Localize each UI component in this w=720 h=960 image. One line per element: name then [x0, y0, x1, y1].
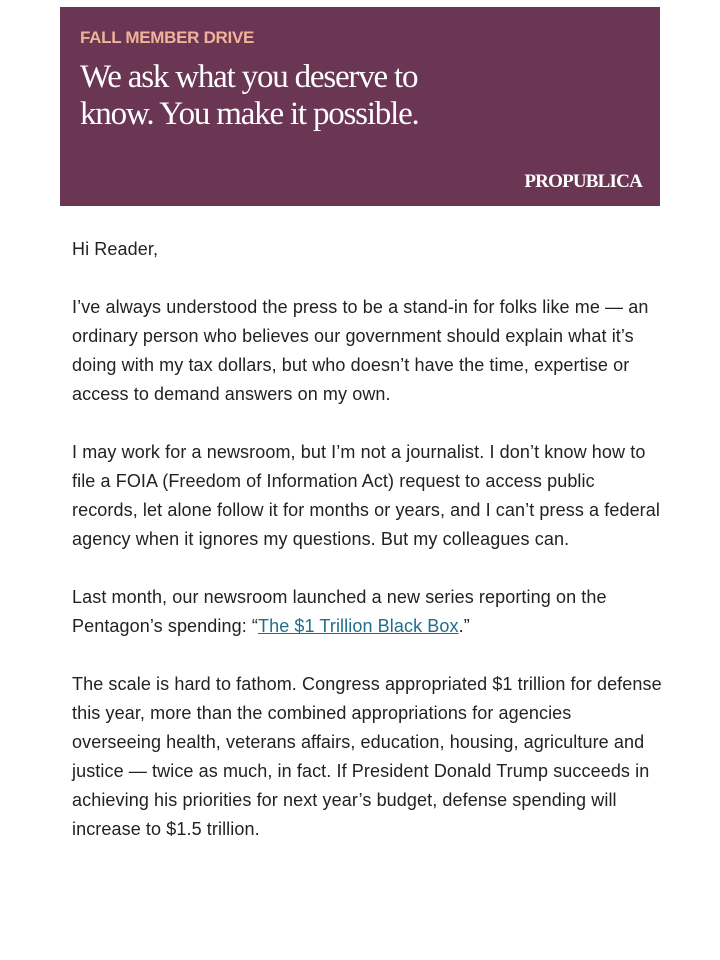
letter-paragraph-1: I’ve always understood the press to be a stand-in for folks like me — an ordinary person who believes our government should explain what it’s doing with my tax dollars, but who doesn’t have the time, expertise or access to demand answers on my own.: [72, 297, 649, 404]
banner-headline: We ask what you deserve to know. You make it possible.: [80, 59, 419, 132]
black-box-series-link[interactable]: The $1 Trillion Black Box: [258, 616, 459, 636]
letter-paragraph-4: The scale is hard to fathom. Congress appropriated $1 trillion for defense this year, more than the combined appropriations for agencies overseeing health, veterans affairs, education, housing, agriculture and justice — twice as much, in fact. If President Donald Trump succeeds in achieving his priorities for next year’s budget, defense spending will increase to $1.5 trillion.: [72, 674, 662, 839]
letter-body: [72, 235, 662, 873]
paragraph-3-lead: Last month, our newsroom launched a new series reporting on the Pentagon’s spending: “: [72, 587, 607, 636]
letter-paragraph-2: I may work for a newsroom, but I’m not a journalist. I don’t know how to file a FOIA (Freedom of Information Act) request to access public records, let alone follow it for months or years, and I can’t press a federal agency when it ignores my questions. But my colleagues can.: [72, 442, 660, 549]
paragraph-3-tail: .”: [458, 616, 470, 636]
member-drive-banner[interactable]: [60, 7, 660, 206]
letter-greeting: Hi Reader,: [72, 239, 159, 259]
letter-paragraph-3: [72, 583, 662, 641]
propublica-logo: PROPUBLICA: [524, 171, 642, 192]
banner-kicker: FALL MEMBER DRIVE: [80, 28, 255, 47]
